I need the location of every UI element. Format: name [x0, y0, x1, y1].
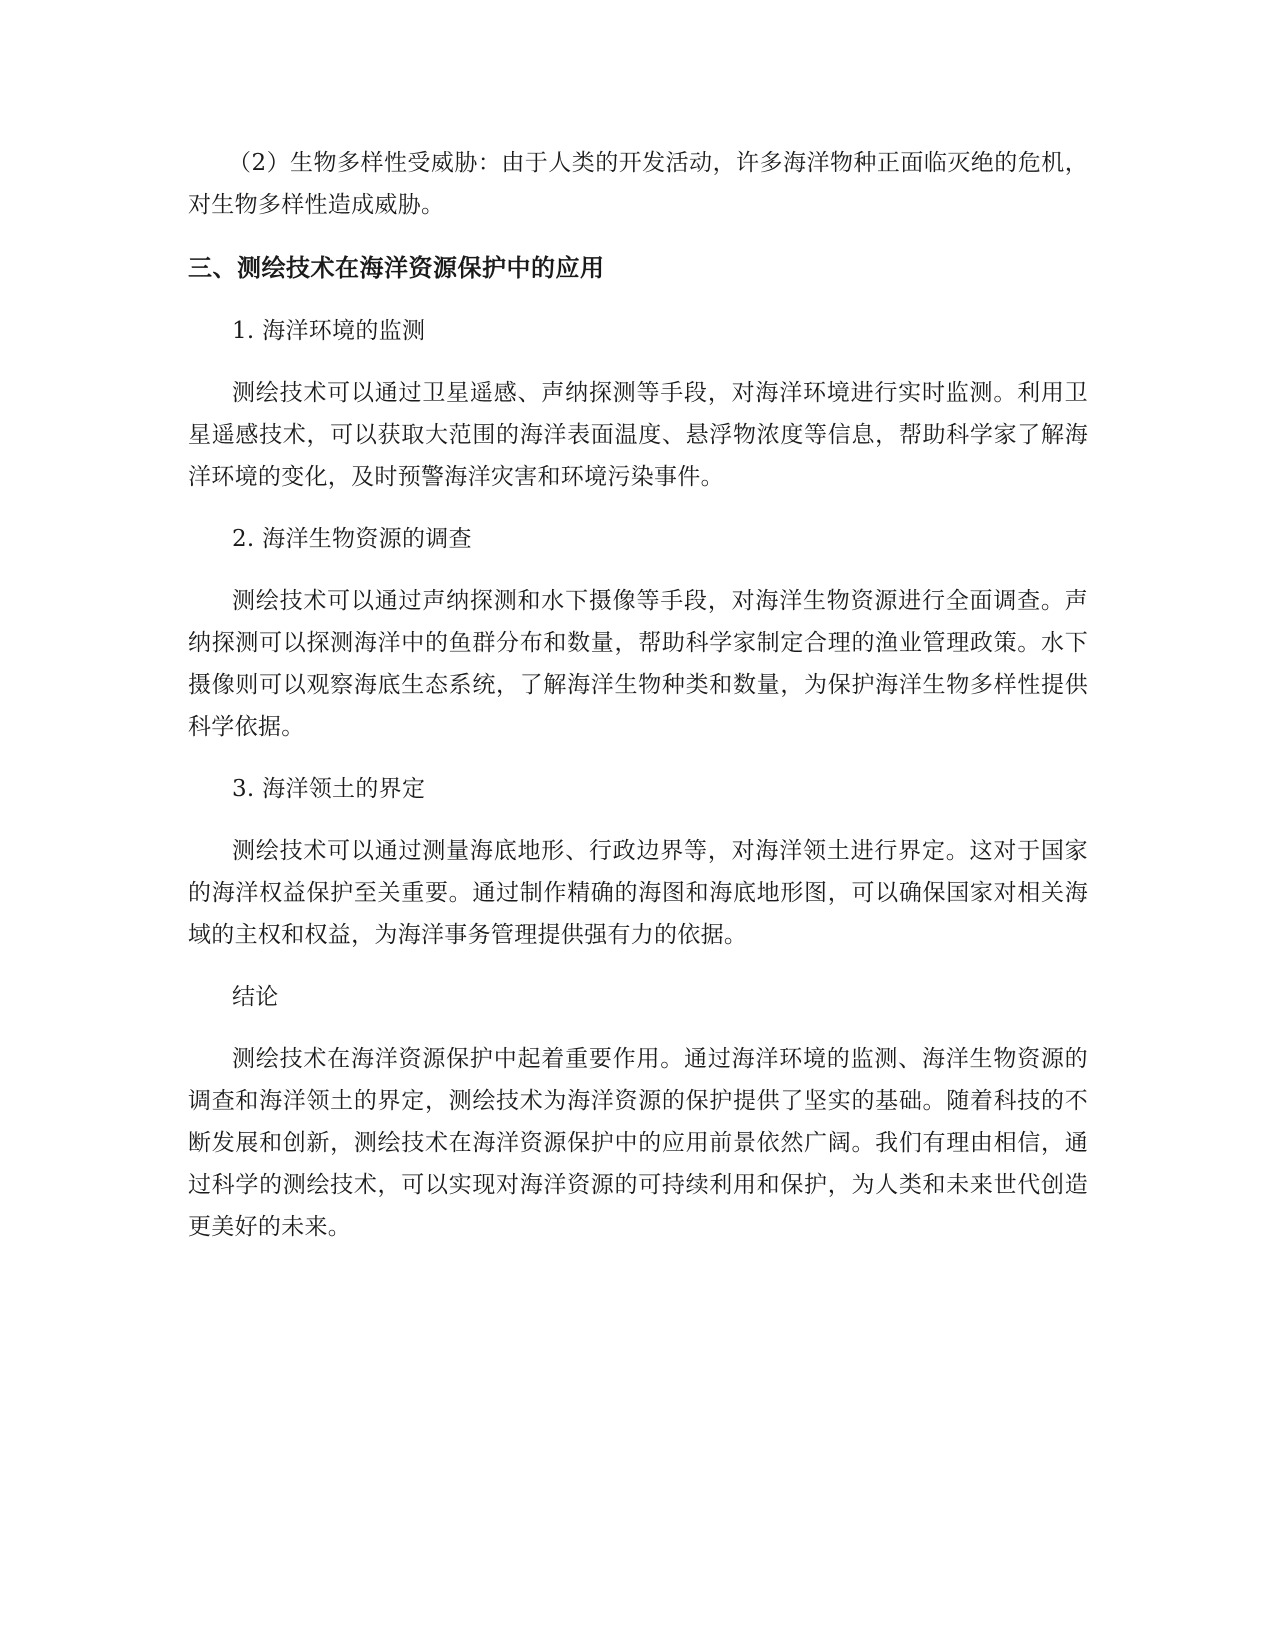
conclusion-body: 测绘技术在海洋资源保护中起着重要作用。通过海洋环境的监测、海洋生物资源的调查和海洋领土的界定，测绘技术为海洋资源的保护提供了坚实的基础。随着科技的不断发展和创新，测绘技术在海洋资源保护中的应用前景依然广阔。我们有理由相信，通过科学的测绘技术，可以实现对海洋资源的可持续利用和保护，为人类和未来世代创造更美好的未来。	[188, 1046, 1088, 1240]
subsection-title-2: 2. 海洋生物资源的调查	[232, 526, 472, 552]
section-heading: 三、测绘技术在海洋资源保护中的应用	[188, 254, 605, 282]
subsection-body-2: 测绘技术可以通过声纳探测和水下摄像等手段，对海洋生物资源进行全面调查。声纳探测可以探测海洋中的鱼群分布和数量，帮助科学家制定合理的渔业管理政策。水下摄像则可以观察海底生态系统，了解海洋生物种类和数量，为保护海洋生物多样性提供科学依据。	[188, 588, 1088, 740]
document-page	[188, 142, 1088, 1268]
subsection-title-1: 1. 海洋环境的监测	[232, 318, 426, 344]
subsection-body-1: 测绘技术可以通过卫星遥感、声纳探测等手段，对海洋环境进行实时监测。利用卫星遥感技术，可以获取大范围的海洋表面温度、悬浮物浓度等信息，帮助科学家了解海洋环境的变化，及时预警海洋灾害和环境污染事件。	[188, 380, 1088, 490]
subsection-title-3: 3. 海洋领土的界定	[232, 776, 426, 802]
conclusion-title: 结论	[232, 984, 279, 1010]
subsection-body-3: 测绘技术可以通过测量海底地形、行政边界等，对海洋领土进行界定。这对于国家的海洋权益保护至关重要。通过制作精确的海图和海底地形图，可以确保国家对相关海域的主权和权益，为海洋事务管理提供强有力的依据。	[188, 838, 1088, 948]
intro-paragraph: （2）生物多样性受威胁：由于人类的开发活动，许多海洋物种正面临灭绝的危机，对生物多样性造成威胁。	[188, 150, 1088, 218]
